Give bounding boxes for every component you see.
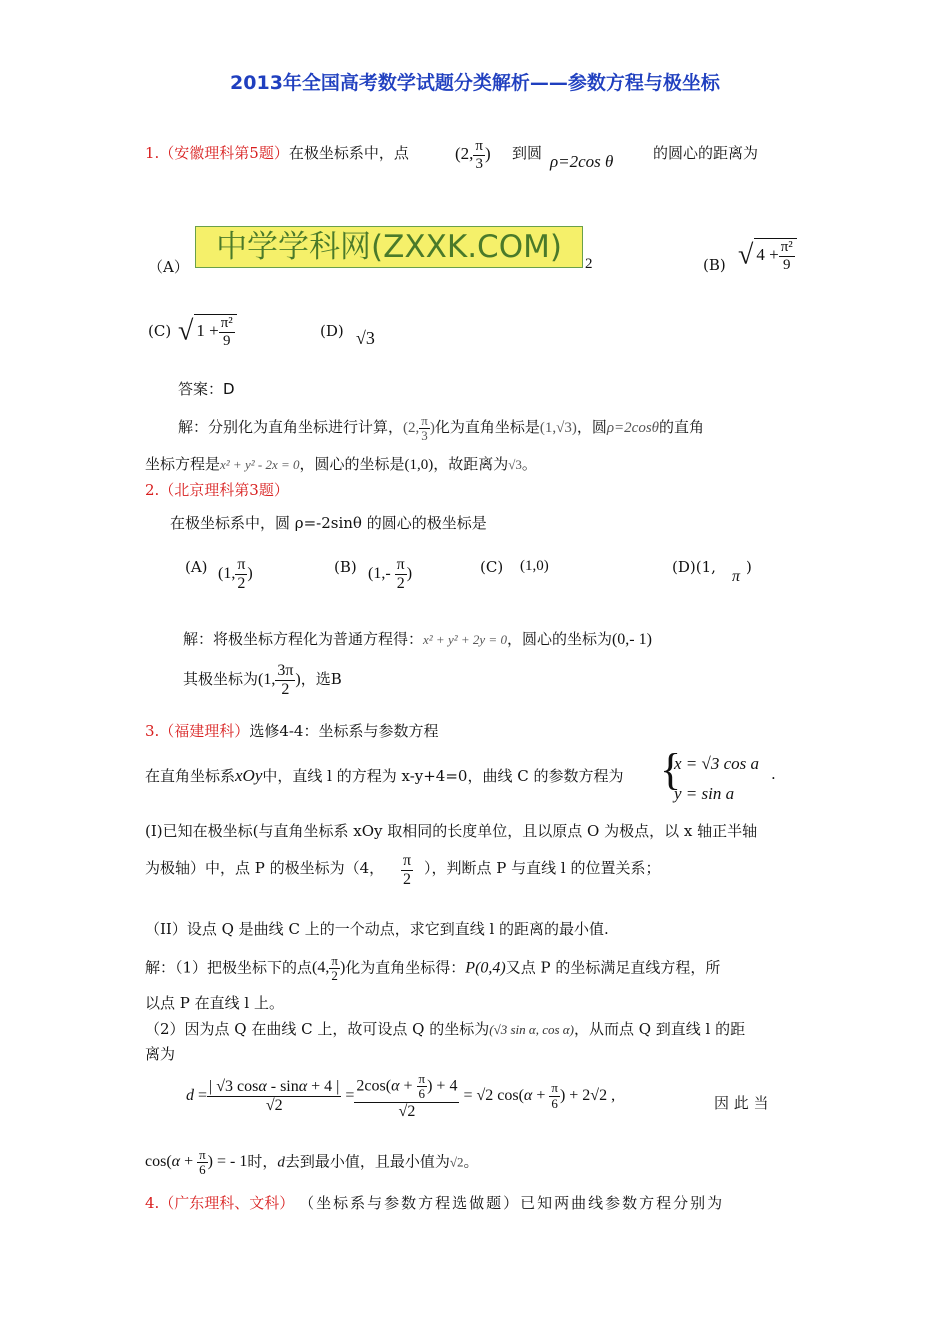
q3-distance-formula: d = $\frac{| √3 \cos\alpha - \sin\alpha + 4 |}{√2}$ = 2cos(α + $\frac{\pi}{6}$ ) + 4 √2 = √2 cos(α + $\frac{\pi}{6}$ ) + 2√2 , bbox=[186, 1071, 616, 1120]
q1-circle-eq: ρ=2cos θ bbox=[550, 152, 614, 171]
q3-brace: { bbox=[660, 745, 682, 794]
q3-period: . bbox=[771, 765, 776, 783]
q2-option-a-label: (A) bbox=[185, 558, 208, 576]
watermark-banner: 中学学科网(ZXXK.COM) bbox=[195, 226, 583, 268]
q2-option-b: (1,- $\frac{\pi}{2}$ ) bbox=[368, 556, 413, 592]
q4-text: （坐标系与参数方程选做题）已知两曲线参数方程分别为 bbox=[299, 1194, 725, 1212]
q1-point: (2, $\frac{\pi}{3}$ ) bbox=[455, 138, 491, 172]
q1-heading: 1.（安徽理科第5题） bbox=[145, 144, 289, 162]
page-title: 2013年全国高考数学试题分类解析——参数方程与极坐标 bbox=[230, 72, 720, 94]
q2-option-d-pi: π bbox=[732, 568, 741, 585]
q1-option-b: √ 4 + $\frac{\text{π²}}{9}$ bbox=[738, 238, 797, 273]
q1-option-c: √ 1 + $\frac{\text{π²}}{9}$ bbox=[178, 314, 237, 349]
q1-option-d: √3 bbox=[356, 328, 375, 348]
q2-option-b-label: (B) bbox=[334, 558, 357, 576]
q2-solution-line2: 其极坐标为(1, $\frac{3\pi}{2}$ )，选B bbox=[183, 662, 342, 698]
q3-param-eq1: x = √3 cos a bbox=[674, 754, 760, 773]
q3-solution-line3: （2）因为点 Q 在曲线 C 上，故可设点 Q 的坐标为(√3 sin α, cos α)，从而点 Q 到直线 l 的距 bbox=[145, 1020, 746, 1038]
q3-part1-line2b: ），判断点 P 与直线 l 的位置关系； bbox=[424, 859, 661, 877]
q2-option-d-label: (D)(1, bbox=[672, 558, 716, 576]
q1-option-c-label: (C) bbox=[148, 322, 172, 340]
q3-solution-tail: 因 此 当 bbox=[714, 1094, 769, 1112]
q2-option-c-label: (C) bbox=[480, 558, 504, 576]
q3-heading-line bbox=[145, 720, 438, 741]
question-4 bbox=[145, 1192, 724, 1213]
q1-text3: 的圆心的距离为 bbox=[653, 144, 759, 162]
q3-line1: 在直角坐标系xOy中，直线 l 的方程为 x-y+4=0，曲线 C 的参数方程为 bbox=[145, 766, 624, 785]
q3-part2: （II）设点 Q 是曲线 C 上的一个动点，求它到直线 l 的距离的最小值. bbox=[145, 920, 609, 938]
q2-heading: 2.（北京理科第3题） bbox=[145, 481, 289, 499]
q1-text1: 在极坐标系中，点 bbox=[288, 144, 409, 162]
question-1 bbox=[145, 142, 409, 163]
q2-option-d-end: ) bbox=[746, 558, 752, 576]
q1-option-a-tail: 2 bbox=[585, 256, 593, 272]
q4-heading: 4.（广东理科、文科） bbox=[145, 1194, 295, 1212]
q2-solution-line1: 解：将极坐标方程化为普通方程得：x² + y² + 2y = 0，圆心的坐标为(0,- 1) bbox=[183, 630, 652, 648]
q1-option-b-label: (B) bbox=[703, 256, 726, 274]
q1-option-d-label: (D) bbox=[320, 322, 344, 340]
q1-answer: 答案：D bbox=[178, 380, 235, 398]
q3-subheading: 选修4-4：坐标系与参数方程 bbox=[249, 722, 439, 740]
q2-text: 在极坐标系中，圆 ρ=-2sinθ 的圆心的极坐标是 bbox=[170, 514, 487, 532]
q3-part1-line1: (I)已知在极坐标(与直角坐标系 xOy 取相同的长度单位，且以原点 O 为极点，以 x 轴正半轴 bbox=[145, 822, 758, 840]
q3-part1-line2a: 为极轴）中，点 P 的极坐标为（4， bbox=[145, 859, 385, 877]
q3-solution-line1: 解：（1）把极坐标下的点(4, $\frac{\pi}{2}$ )化为直角坐标得：P(0,4)又点 P 的坐标满足直线方程，所 bbox=[145, 953, 721, 984]
q2-option-a: (1, $\frac{\pi}{2}$ ) bbox=[218, 556, 253, 592]
q3-solution-line6: cos(α + $\frac{\pi}{6}$ ) = - 1时，d去到最小值，且最小值为√2。 bbox=[145, 1147, 479, 1178]
q3-param-eq2: y = sin a bbox=[674, 784, 735, 803]
q3-solution-line4: 离为 bbox=[145, 1045, 176, 1063]
q3-solution-line2: 以点 P 在直线 l 上。 bbox=[145, 994, 284, 1012]
q1-solution-line2: 坐标方程是x² + y² - 2x = 0，圆心的坐标是(1,0)，故距离为√3。 bbox=[145, 455, 537, 473]
q2-option-c: (1,0) bbox=[520, 558, 549, 574]
q3-heading: 3.（福建理科） bbox=[145, 722, 250, 740]
q1-text2: 到圆 bbox=[512, 144, 543, 162]
q3-part1-frac: $\frac{\pi}{2}$ bbox=[403, 852, 412, 888]
q1-option-a-label: （A） bbox=[148, 258, 189, 276]
q1-solution-line1: 解：分别化为直角坐标进行计算，(2, $\frac{\pi}{3}$ )化为直角坐标是(1,√3)，圆ρ=2cosθ的直角 bbox=[178, 413, 705, 444]
